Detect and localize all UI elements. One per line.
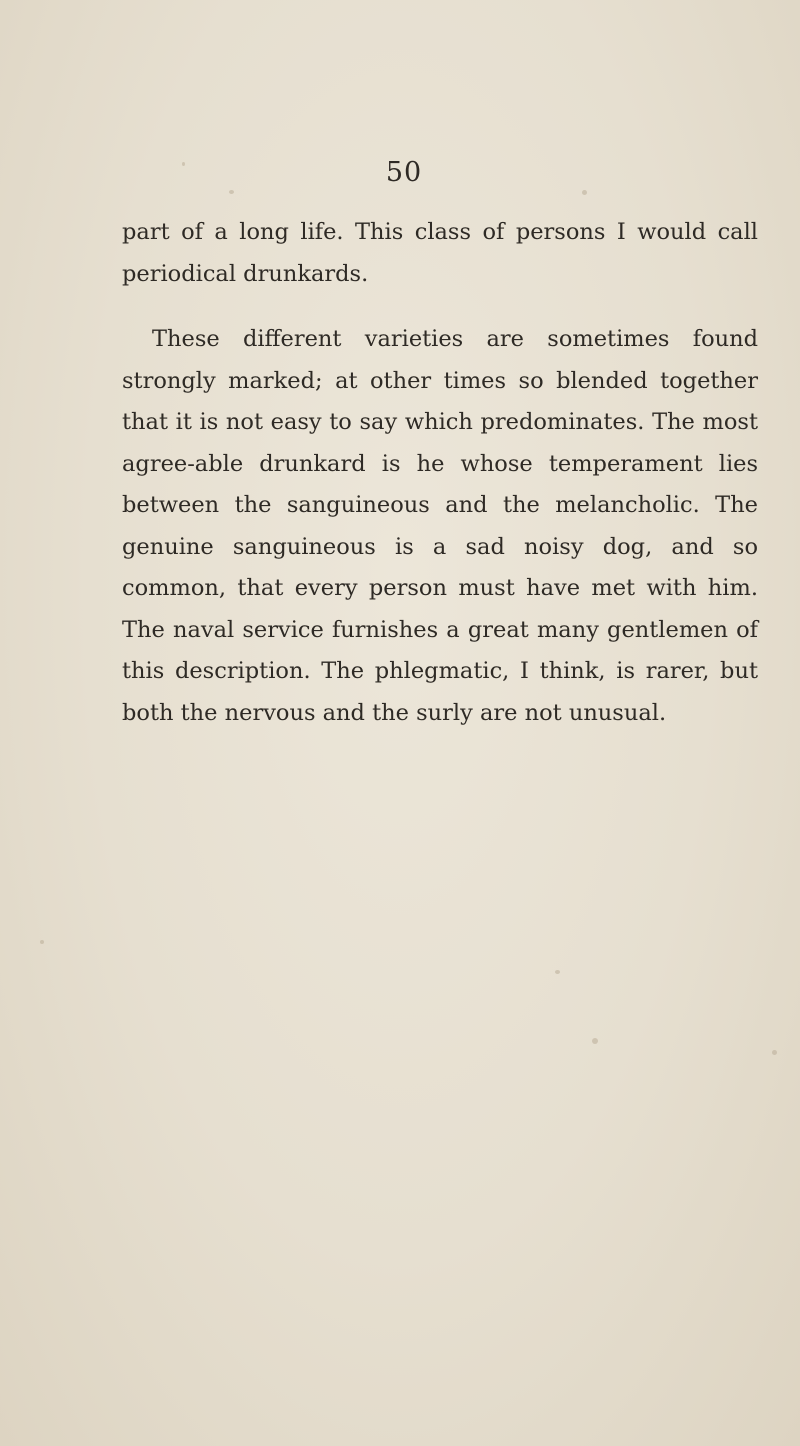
paper-speck [592, 1038, 598, 1044]
paper-speck [40, 940, 44, 944]
paper-speck [229, 190, 234, 194]
page-number: 50 [385, 157, 423, 188]
paragraph-1: part of a long life. This class of persons I would call periodical drunkards. [122, 219, 758, 287]
paper-speck [555, 970, 560, 974]
body-text [122, 212, 758, 734]
paper-speck [772, 1050, 777, 1055]
paper-speck [582, 190, 587, 195]
paper-speck [182, 162, 185, 166]
paragraph-2: These different varieties are sometimes found strongly marked; at other times so blended together that it is not easy to say which predominates. The most agree-able drunkard is he whose temperament lies between the sanguineous and the melancholic. The genuine sanguineous is a sad noisy dog, and so common, that every person must have met with him. The naval service furnishes a great many gentlemen of this description. The phlegmatic, I think, is rarer, but both the nervous and the surly are not unusual. [122, 326, 758, 726]
